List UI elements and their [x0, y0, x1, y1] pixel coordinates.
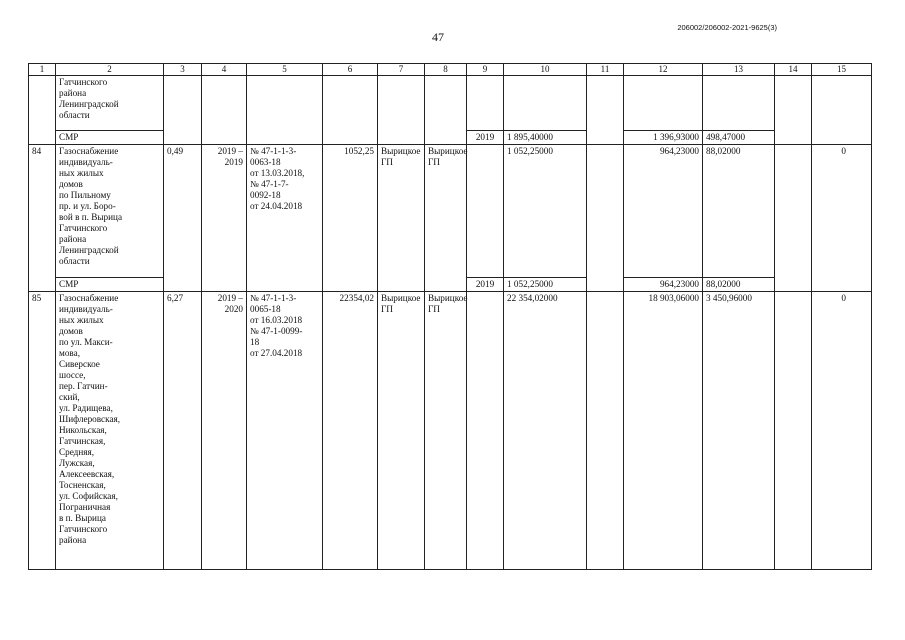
- table-row: [29, 292, 872, 570]
- cell-empty: [164, 76, 202, 145]
- owner-cell: Вырицкое ГП: [425, 145, 467, 292]
- cell-empty: [587, 145, 624, 292]
- funding-col13: 3 450,96000: [703, 292, 775, 570]
- cell-empty: [775, 292, 812, 570]
- column-number: 7: [378, 64, 425, 76]
- length-cell: 6,27: [164, 292, 202, 570]
- item-number: 85: [29, 292, 56, 570]
- cell-empty: [467, 76, 504, 131]
- document-id: 206002/206002-2021-9625(3): [677, 23, 777, 32]
- cell-empty: [504, 76, 587, 131]
- total-cost-cell: 1 052,25000: [504, 145, 587, 278]
- recipient-cell: Вырицкое ГП: [378, 145, 425, 292]
- funding-col12: 964,23000: [624, 145, 703, 278]
- column-number: 10: [504, 64, 587, 76]
- smr-total: 1 052,25000: [504, 278, 587, 292]
- cell-empty: [587, 76, 624, 145]
- smr-funding-col12: 1 396,93000: [624, 131, 703, 145]
- column-number: 13: [703, 64, 775, 76]
- smr-total: 1 895,40000: [504, 131, 587, 145]
- col15-cell: 0: [812, 145, 872, 292]
- cell-empty: [624, 76, 703, 131]
- column-number: 1: [29, 64, 56, 76]
- funding-col13: 88,02000: [703, 145, 775, 278]
- column-number: 9: [467, 64, 504, 76]
- table-row: [29, 76, 872, 131]
- cell-empty: [775, 145, 812, 292]
- column-number: 6: [323, 64, 378, 76]
- smr-year: 2019: [467, 131, 504, 145]
- funding-col12: 18 903,06000: [624, 292, 703, 570]
- recipient-cell: Вырицкое ГП: [378, 292, 425, 570]
- cell-empty: [812, 76, 872, 145]
- cell-empty: [247, 76, 323, 145]
- object-name-cell: Гатчинского района Ленинградской области: [56, 76, 164, 131]
- cell-empty: [467, 292, 504, 570]
- cell-empty: [378, 76, 425, 145]
- total-cost-cell: 22 354,02000: [504, 292, 587, 570]
- column-number: 15: [812, 64, 872, 76]
- investment-program-table: [28, 63, 872, 570]
- column-number: 4: [202, 64, 247, 76]
- object-name-cell: Газоснабжение индивидуаль- ных жилых домов по Пильному пр. и ул. Боро- вой в п. Вырица Гатчинского района Ленинградской области: [56, 145, 164, 278]
- cell-empty: [587, 292, 624, 570]
- column-number: 8: [425, 64, 467, 76]
- smr-funding-col13: 498,47000: [703, 131, 775, 145]
- column-number: 12: [624, 64, 703, 76]
- smr-label: СМР: [56, 278, 164, 292]
- smr-label: СМР: [56, 131, 164, 145]
- table-row: [29, 145, 872, 278]
- item-number: 84: [29, 145, 56, 292]
- column-number: 3: [164, 64, 202, 76]
- column-number: 11: [587, 64, 624, 76]
- column-number: 14: [775, 64, 812, 76]
- cell-empty: [323, 76, 378, 145]
- page-number: 47: [432, 30, 444, 44]
- cell-empty: [425, 76, 467, 145]
- owner-cell: Вырицкое ГП: [425, 292, 467, 570]
- cell-empty: [29, 76, 56, 145]
- smr-funding-col13: 88,02000: [703, 278, 775, 292]
- permit-cell: № 47-1-1-3- 0065-18 от 16.03.2018 № 47-1-0099- 18 от 27.04.2018: [247, 292, 323, 570]
- years-cell: 2019 – 2020: [202, 292, 247, 570]
- capacity-cell: 22354,02: [323, 292, 378, 570]
- years-cell: 2019 – 2019: [202, 145, 247, 292]
- column-number: 5: [247, 64, 323, 76]
- object-name-cell: Газоснабжение индивидуаль- ных жилых домов по ул. Макси- мова, Сиверское шоссе, пер. Гатчин- ский, ул. Радищева, Шифлеровская, Никольская, Гатчинская, Средняя, Лужская, Алексеевская, Тосненская, ул. Софийская, Пограничная в п. Вырица Гатчинского района: [56, 292, 164, 570]
- cell-empty: [775, 76, 812, 145]
- capacity-cell: 1052,25: [323, 145, 378, 292]
- cell-empty: [703, 76, 775, 131]
- cell-empty: [467, 145, 504, 278]
- column-number: 2: [56, 64, 164, 76]
- permit-cell: № 47-1-1-3- 0063-18 от 13.03.2018, № 47-1-7- 0092-18 от 24.04.2018: [247, 145, 323, 292]
- col15-cell: 0: [812, 292, 872, 570]
- column-number-row: [29, 64, 872, 76]
- smr-funding-col12: 964,23000: [624, 278, 703, 292]
- length-cell: 0,49: [164, 145, 202, 292]
- smr-year: 2019: [467, 278, 504, 292]
- cell-empty: [202, 76, 247, 145]
